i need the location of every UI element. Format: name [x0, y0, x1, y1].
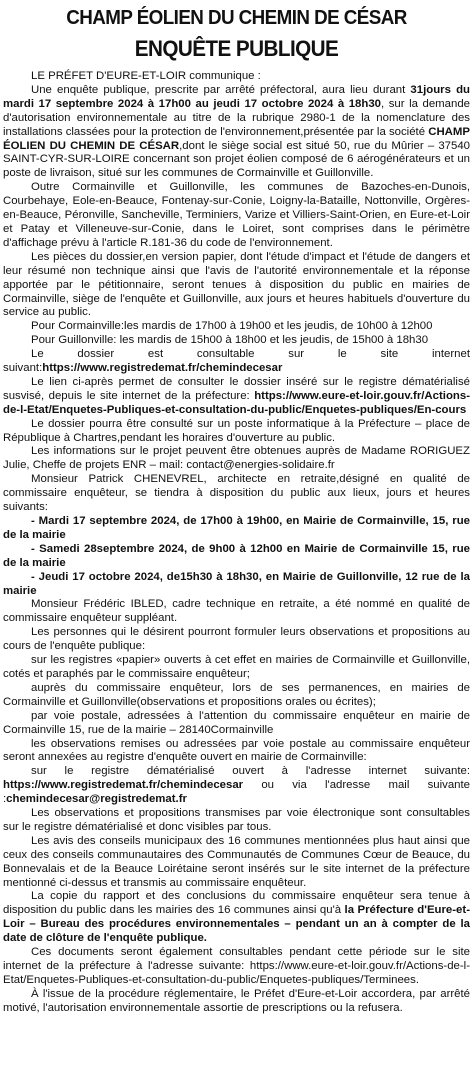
company-name: CHAMP ÉOLIEN DU CHEMIN DE CÉSAR	[3, 125, 470, 152]
final-decision: À l'issue de la procédure réglementaire, le Préfet d'Eure-et-Loir accordera, par arrêté motivé, l'autorisation environnementale assortie de prescriptions ou la refusera.	[3, 987, 470, 1014]
registry-email[interactable]: chemindecesar@registredemat.fr	[6, 793, 187, 806]
online-registry-text-2: ou via l'adresse mail suivante :	[3, 779, 470, 806]
notice-subtitle: ENQUÊTE PUBLIQUE	[134, 36, 339, 61]
observations-intro: Les personnes qui le désirent pourront formuler leurs observations et propositions au cours de l'enquête publique:	[3, 626, 470, 653]
report-text: La copie du rapport et des conclusions du commissaire enquêteur sera tenue à disposition du public dans les mairies des 16 communes ainsi qu'à	[3, 890, 470, 917]
session-3: - Jeudi 17 octobre 2024, de15h30 à 18h30, en Mairie de Guillonville, 12 rue de la mairie	[3, 570, 470, 597]
communes-paragraph: Outre Cormainville et Guillonville, les communes de Bazoches-en-Dunois, Courbehaye, Eole-en-Beauce, Fontenay-sur-Conie, Loigny-la-Bataille, Nottonville, Orgères-en-Beauce, Péronville, Sancheville, Terminiers, Varize et Villiers-Saint-Orien, en Eure-et-Loir et Patay et Villeneuve-sur-Conie, dans le Loiret, sont comprises dans le périmètre d'affichage prévu à l'article R.181-36 du code de l'environnement.	[3, 181, 470, 249]
session-2: - Samedi 28septembre 2024, de 9h00 à 12h00 en Mairie de Cormainville 15, rue de la mairie	[3, 542, 470, 569]
notice-title: CHAMP ÉOLIEN DU CHEMIN DE CÉSAR	[66, 7, 407, 29]
documents-paragraph: Les pièces du dossier,en version papier, dont l'étude d'impact et l'étude de dangers et leur résumé non technique ainsi que l'avis de l'autorité environnementale et la réponse apportée par le pétitionnaire, seront tenues à disposition du public en mairies de Cormainville, siège de l'enquête et Guillonville, aux jours et heures habituels d'ouverture du service au public.	[3, 250, 470, 319]
computer-access: Le dossier pourra être consulté sur un poste informatique à la Préfecture – place de République à Chartres,pendant les horaires d'ouverture au public.	[3, 417, 470, 444]
hours-guillonville: Pour Guillonville: les mardis de 15h00 à 18h00 et les jeudis, de 15h00 à 18h30	[31, 334, 429, 347]
announcement-text-2: , sur la demande d'autorisation environnementale au titre de la rubrique 2980-1 de la nomenclature des installations classées pour la protection de l'environnement,présentée par la société	[3, 97, 470, 138]
observation-permanences: auprès du commissaire enquêteur, lors de ses permanences, en mairies de Cormainville et Guillonville(observations et propositions orales ou écrites);	[3, 681, 470, 708]
observation-postal: par voie postale, adressées à l'attention du commissaire enquêteur en mairie de Cormainville 15, rue de la mairie – 28140Cormainville	[3, 709, 470, 736]
report-online: Ces documents seront également consultables pendant cette période sur le site internet de la préfecture à l'adresse suivante: https://www.eure-et-loir.gouv.fr/Actions-de-l-Etat/Enquetes-Publiques-et-consultation-du-public/Enquetes-publiques/Terminees.	[3, 946, 470, 986]
registry-link-2[interactable]: https://www.registredemat.fr/chemindecesar	[3, 779, 244, 792]
project-contact: Les informations sur le projet peuvent être obtenues auprès de Madame RORIGUEZ Julie, Cheffe de projets ENR – mail: contact@energies-solidaire.fr	[3, 445, 470, 472]
observation-annex: les observations remises ou adressées par voie postale au commissaire enquêteur seront annexées au registre d'enquête ouvert en mairie de Cormainville:	[3, 737, 470, 764]
online-registry-text: sur le registre dématérialisé ouvert à l'adresse internet suivante:	[31, 765, 470, 778]
session-1: - Mardi 17 septembre 2024, de 17h00 à 19h00, en Mairie de Cormainville, 15, rue de la mairie	[3, 515, 470, 541]
announcement-text: Une enquête publique, prescrite par arrêté préfectoral, aura lieu durant	[31, 83, 411, 96]
report-availability	[3, 890, 470, 946]
announcement-text-3: ,dont le siège social est situé 50, rue du Mûrier – 37540 SAINT-CYR-SUR-LOIRE concernant son projet éolien composé de 6 aérogénérateurs et un poste de livraison, situé sur les communes de Cormainville et Guillonville.	[3, 139, 471, 180]
report-location: la Préfecture d'Eure-et-Loir – Bureau des procédures environnementales – pendant un an à compter de la date de clôture de l'enquête publique.	[3, 904, 470, 945]
councils-opinions: Les avis des conseils municipaux des 16 communes mentionnées plus haut ainsi que ceux des conseils communautaires des Communautés de Communes Cœur de Beauce, du Bonnevalais et de la Beauce Loirétaine seront insérés sur le site internet de la préfecture mentionné ci-dessus et transmis au commissaire enquêteur.	[3, 834, 470, 889]
prefect-intro: LE PRÉFET D'EURE-ET-LOIR communique :	[31, 70, 261, 82]
substitute-commissioner: Monsieur Frédéric IBLED, cadre technique en retraite, a été nommé en qualité de commissaire enquêteur suppléant.	[3, 598, 470, 625]
prefecture-link-paragraph	[3, 376, 470, 418]
notice-body	[3, 70, 470, 1016]
inquiry-announcement	[3, 84, 470, 181]
commissioner-paragraph: Monsieur Patrick CHENEVREL, architecte en retraite,désigné en qualité de commissaire enquêteur, se tiendra à disposition du public aux lieux, jours et heures suivants:	[3, 473, 470, 514]
online-dossier	[3, 348, 470, 376]
observation-online	[3, 765, 470, 807]
inquiry-dates: 31jours du mardi 17 septembre 2024 à 17h00 au jeudi 17 octobre 2024 à 18h30	[3, 83, 470, 110]
online-dossier-text: Le dossier est consultable sur le site internet suivant:	[3, 348, 470, 375]
hours-cormainville: Pour Cormainville:les mardis de 17h00 à 19h00 et les jeudis, de 10h00 à 12h00	[31, 320, 433, 333]
observations-visibility: Les observations et propositions transmises par voie électronique sont consultables sur le registre dématérialisé et donc visibles par tous.	[3, 807, 470, 833]
prefecture-link[interactable]: https://www.eure-et-loir.gouv.fr/Actions-de-l-Etat/Enquetes-Publiques-et-consultation-du-public/Enquetes-publiques/En-cours	[3, 389, 470, 416]
registry-link[interactable]: https://www.registredemat.fr/chemindecesar	[42, 362, 283, 375]
observation-paper-registers: sur les registres «papier» ouverts à cet effet en mairies de Cormainville et Guillonville, cotés et paraphés par le commissaire enquêteur;	[3, 654, 470, 680]
prefecture-link-text: Le lien ci-après permet de consulter le dossier inséré sur le registre dématérialisé susvisé, depuis le site internet de la préfecture:	[3, 375, 470, 402]
